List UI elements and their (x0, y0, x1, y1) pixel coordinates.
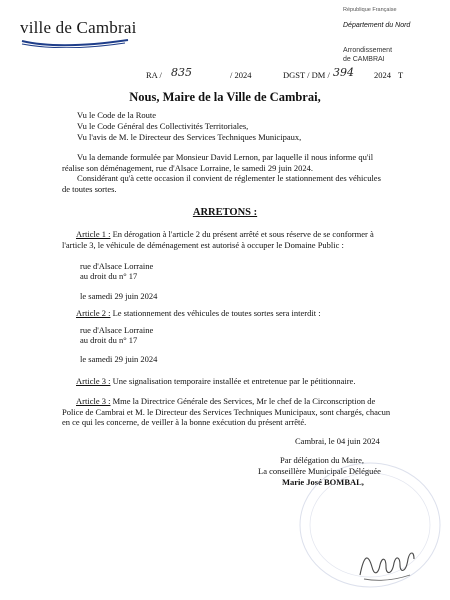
place-date: Cambrai, le 04 juin 2024 (295, 436, 380, 446)
ra-label: RA / (146, 70, 162, 80)
delegation: Par délégation du Maire, (280, 455, 365, 465)
article-1-street: rue d'Alsace Lorraine (80, 261, 154, 271)
article-4-text: Mme la Directrice Générale des Services, Mr le chef de la Circonscription de Police de Cambrai et M. le Directeur des Services Techniques Municipaux, sont chargés, chacun en ce qui les concerne, de veiller à la bonne exécution du présent arrêté. (62, 396, 391, 427)
vu-line: Vu le Code de la Route (77, 110, 157, 120)
dgst-year: 2024 (374, 70, 391, 80)
arretons-heading: ARRETONS : (192, 207, 258, 218)
arrondissement-line1: Arrondissement (343, 47, 393, 54)
article-2-location: au droit du n° 17 (80, 335, 138, 345)
arrondissement-line2: de CAMBRAI (343, 56, 385, 63)
article-3-label: Article 3 : (76, 376, 111, 386)
official-stamp-icon (250, 450, 450, 600)
city-logo-wave-icon (20, 38, 130, 48)
dgst-label: DGST / DM / (283, 70, 330, 80)
handwritten-signature (358, 545, 418, 585)
preamble-considering: Considérant qu'à cette occasion il convient de réglementer le stationnement des véhicules de toutes sortes. (62, 173, 381, 194)
article-3 (76, 376, 406, 387)
article-2-label: Article 2 : (76, 308, 111, 318)
signatory-name: Marie José BOMBAL, (282, 477, 364, 487)
republic-label: République Française (343, 7, 397, 13)
dgst-number: 394 (333, 66, 354, 79)
article-2-date: le samedi 29 juin 2024 (80, 354, 158, 364)
article-1 (62, 229, 392, 250)
article-2-text: Le stationnement des véhicules de toutes sortes sera interdit : (110, 308, 321, 318)
article-4 (62, 396, 392, 428)
article-1-text: En dérogation à l'article 2 du présent arrêté et sous réserve de se conformer à l'article 3, le véhicule de déménagement est autorisé à occuper le Domaine Public : (62, 229, 374, 250)
ra-number: 835 (171, 66, 192, 79)
article-2 (76, 308, 406, 319)
article-4-label: Article 3 : (76, 396, 111, 406)
article-3-text: Une signalisation temporaire installée et entretenue par le pétitionnaire. (110, 376, 356, 386)
arrondissement-label (343, 46, 392, 64)
signatory-role: La conseillère Municipale Déléguée (258, 466, 381, 476)
article-2-street: rue d'Alsace Lorraine (80, 325, 154, 335)
department-label: Département du Nord (343, 22, 411, 29)
article-1-location: au droit du n° 17 (80, 271, 138, 281)
preamble-request: Vu la demande formulée par Monsieur David Lernon, par laquelle il nous informe qu'il réalise son déménagement, rue d'Alsace Lorraine, le samedi 29 juin 2024. (62, 152, 374, 173)
article-1-date: le samedi 29 juin 2024 (80, 291, 158, 301)
article-1-label: Article 1 : (76, 229, 111, 239)
vu-line: Vu le Code Général des Collectivités Territoriales, (77, 121, 249, 131)
vu-line: Vu l'avis de M. le Directeur des Services Techniques Municipaux, (77, 132, 302, 142)
ra-year: / 2024 (230, 70, 252, 80)
dgst-suffix: T (398, 70, 404, 80)
decree-title: Nous, Maire de la Ville de Cambrai, (129, 90, 321, 104)
city-logo-text: ville de Cambrai (20, 18, 137, 37)
